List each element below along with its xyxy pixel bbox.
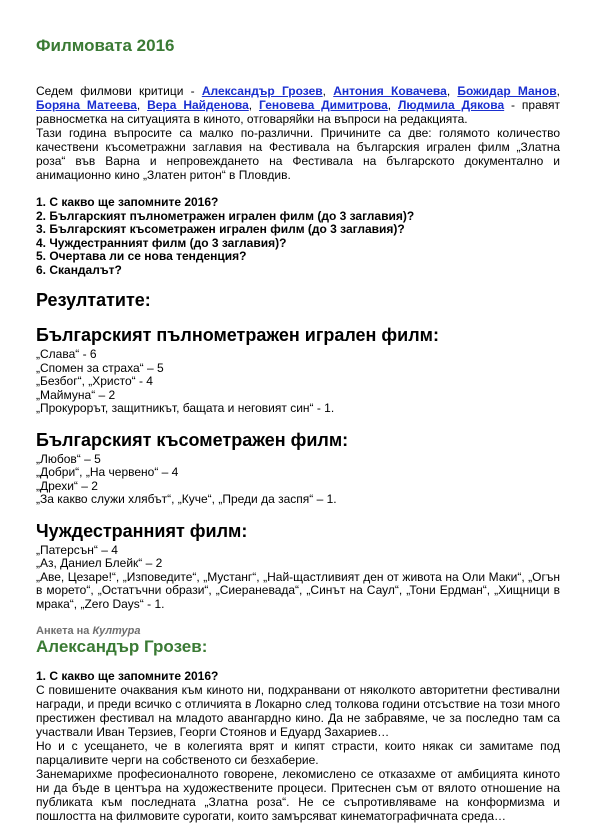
question-item: 6. Скандалът?	[36, 262, 122, 277]
intro-paragraph-2: Тази година въпросите са малко по-различни. Причините са две: голямото количество качествени късометражни заглавия на Фестивала на българския игрален филм „Златна роза“ във Варна и непровеждането на Фестивала на българското документално и анимационно кино „Златен ритон“ в Пловдив.	[36, 126, 560, 182]
author-separator: ,	[322, 84, 334, 98]
answer-paragraph: С повишените очаквания към киното ни, подхранвани от няколкото авторитетни фестивални награди, и преди всичко с отличията в Локарно след толкова години отсъствие на този много престижен фестивал на младото авангардно кино. Да не забравяме, че за последно там са участвали Иван Терзиев, Георги Стоянов и Едуард Захариев…	[36, 683, 560, 739]
author-link-manov[interactable]: Божидар Манов	[457, 84, 557, 98]
results-heading: Резултатите:	[36, 290, 151, 310]
vote-line: „Маймуна“ – 2	[36, 387, 116, 402]
author-link-mateeva[interactable]: Боряна Матеева	[36, 98, 137, 112]
answer-paragraph: Но и с усещането, че в колегията врят и кипят страсти, които някак си замитаме под парцаливите черги на собственото си безхаберие.	[36, 739, 560, 767]
vote-line: „Безбог“, „Христо“ - 4	[36, 374, 153, 388]
question-item: 3. Българският късометражен игрален филм (до 3 заглавия)?	[36, 222, 405, 236]
answer-paragraph: Занемарихме професионалното говорене, лекомислено се отказахме от амбицията киното ни да бъде в центъра на художествените процеси. Притеснен съм от вялото отношение на публиката към последната „Златна роза“. Не се съпротивляваме на конформизма и пошлостта на филмовите сурогати, които замърсяват кинематографичната среда…	[36, 767, 560, 823]
question-item: 2. Българският пълнометражен игрален филм (до 3 заглавия)?	[36, 208, 415, 223]
respondent-heading: Александър Грозев:	[36, 637, 208, 656]
author-separator: ,	[556, 84, 560, 98]
questions-list	[36, 196, 560, 277]
vote-line: „Аз, Даниел Блейк“ – 2	[36, 556, 163, 570]
vote-line: „Дрехи“ – 2	[36, 478, 98, 493]
kicker-prefix: Анкета на	[36, 625, 93, 637]
author-link-kovacheva[interactable]: Антония Ковачева	[333, 84, 447, 98]
question-item: 5. Очертава ли се нова тенденция?	[36, 249, 247, 263]
category-heading-feature: Българският пълнометражен игрален филм:	[36, 325, 439, 345]
vote-line: „Патерсън“ – 4	[36, 542, 118, 557]
vote-line: „Любов“ – 5	[36, 451, 101, 466]
vote-line: „Спомен за страха“ – 5	[36, 360, 164, 375]
vote-line: „Прокурорът, защитникът, бащата и неговият син“ - 1.	[36, 401, 335, 415]
author-link-dyakova[interactable]: Людмила Дякова	[397, 98, 505, 112]
author-link-naydenova[interactable]: Вера Найденова	[147, 98, 249, 112]
vote-line: „Слава“ - 6	[36, 347, 97, 361]
vote-line: „За какво служи хлябът“, „Куче“, „Преди да заспя“ – 1.	[36, 492, 337, 506]
vote-list-foreign	[36, 544, 560, 612]
answer-question: 1. С какво ще запомните 2016?	[36, 669, 219, 683]
survey-kicker	[36, 625, 560, 637]
intro-lead: Седем филмови критици -	[36, 84, 202, 98]
author-link-dimitrova[interactable]: Геновева Димитрова	[259, 98, 388, 112]
intro-paragraph	[36, 84, 560, 126]
vote-list-short	[36, 453, 560, 507]
category-heading-foreign: Чуждестранният филм:	[36, 520, 248, 541]
intro-tail: - правят равносметка на ситуацията в киното, отговаряйки на въпроси на редакцията.	[36, 98, 560, 126]
question-item: 4. Чуждестранният филм (до 3 заглавия)?	[36, 235, 287, 250]
vote-line: „Добри“, „На червено“ – 4	[36, 465, 179, 479]
author-separator: ,	[387, 98, 398, 112]
author-separator: ,	[136, 98, 148, 112]
vote-line: „Аве, Цезаре!“, „Изповедите“, „Мустанг“, „Най-щастливият ден от живота на Оли Маки“, „Огън в морето“, „Остатъчни образи“, „Сиераневада“, „Синът на Саул“, „Тони Ердман“, „Хищници в мрака“, „Zero Days“ - 1.	[36, 569, 560, 611]
vote-list-feature	[36, 348, 560, 416]
article-title: Филмовата 2016	[36, 36, 175, 55]
category-heading-short: Българският късометражен филм:	[36, 429, 349, 450]
magazine-name: Култура	[92, 625, 141, 637]
author-link-grozev[interactable]: Александър Грозев	[201, 84, 323, 98]
author-separator: ,	[446, 84, 458, 98]
question-item: 1. С какво ще запомните 2016?	[36, 195, 219, 209]
author-separator: ,	[248, 98, 260, 112]
